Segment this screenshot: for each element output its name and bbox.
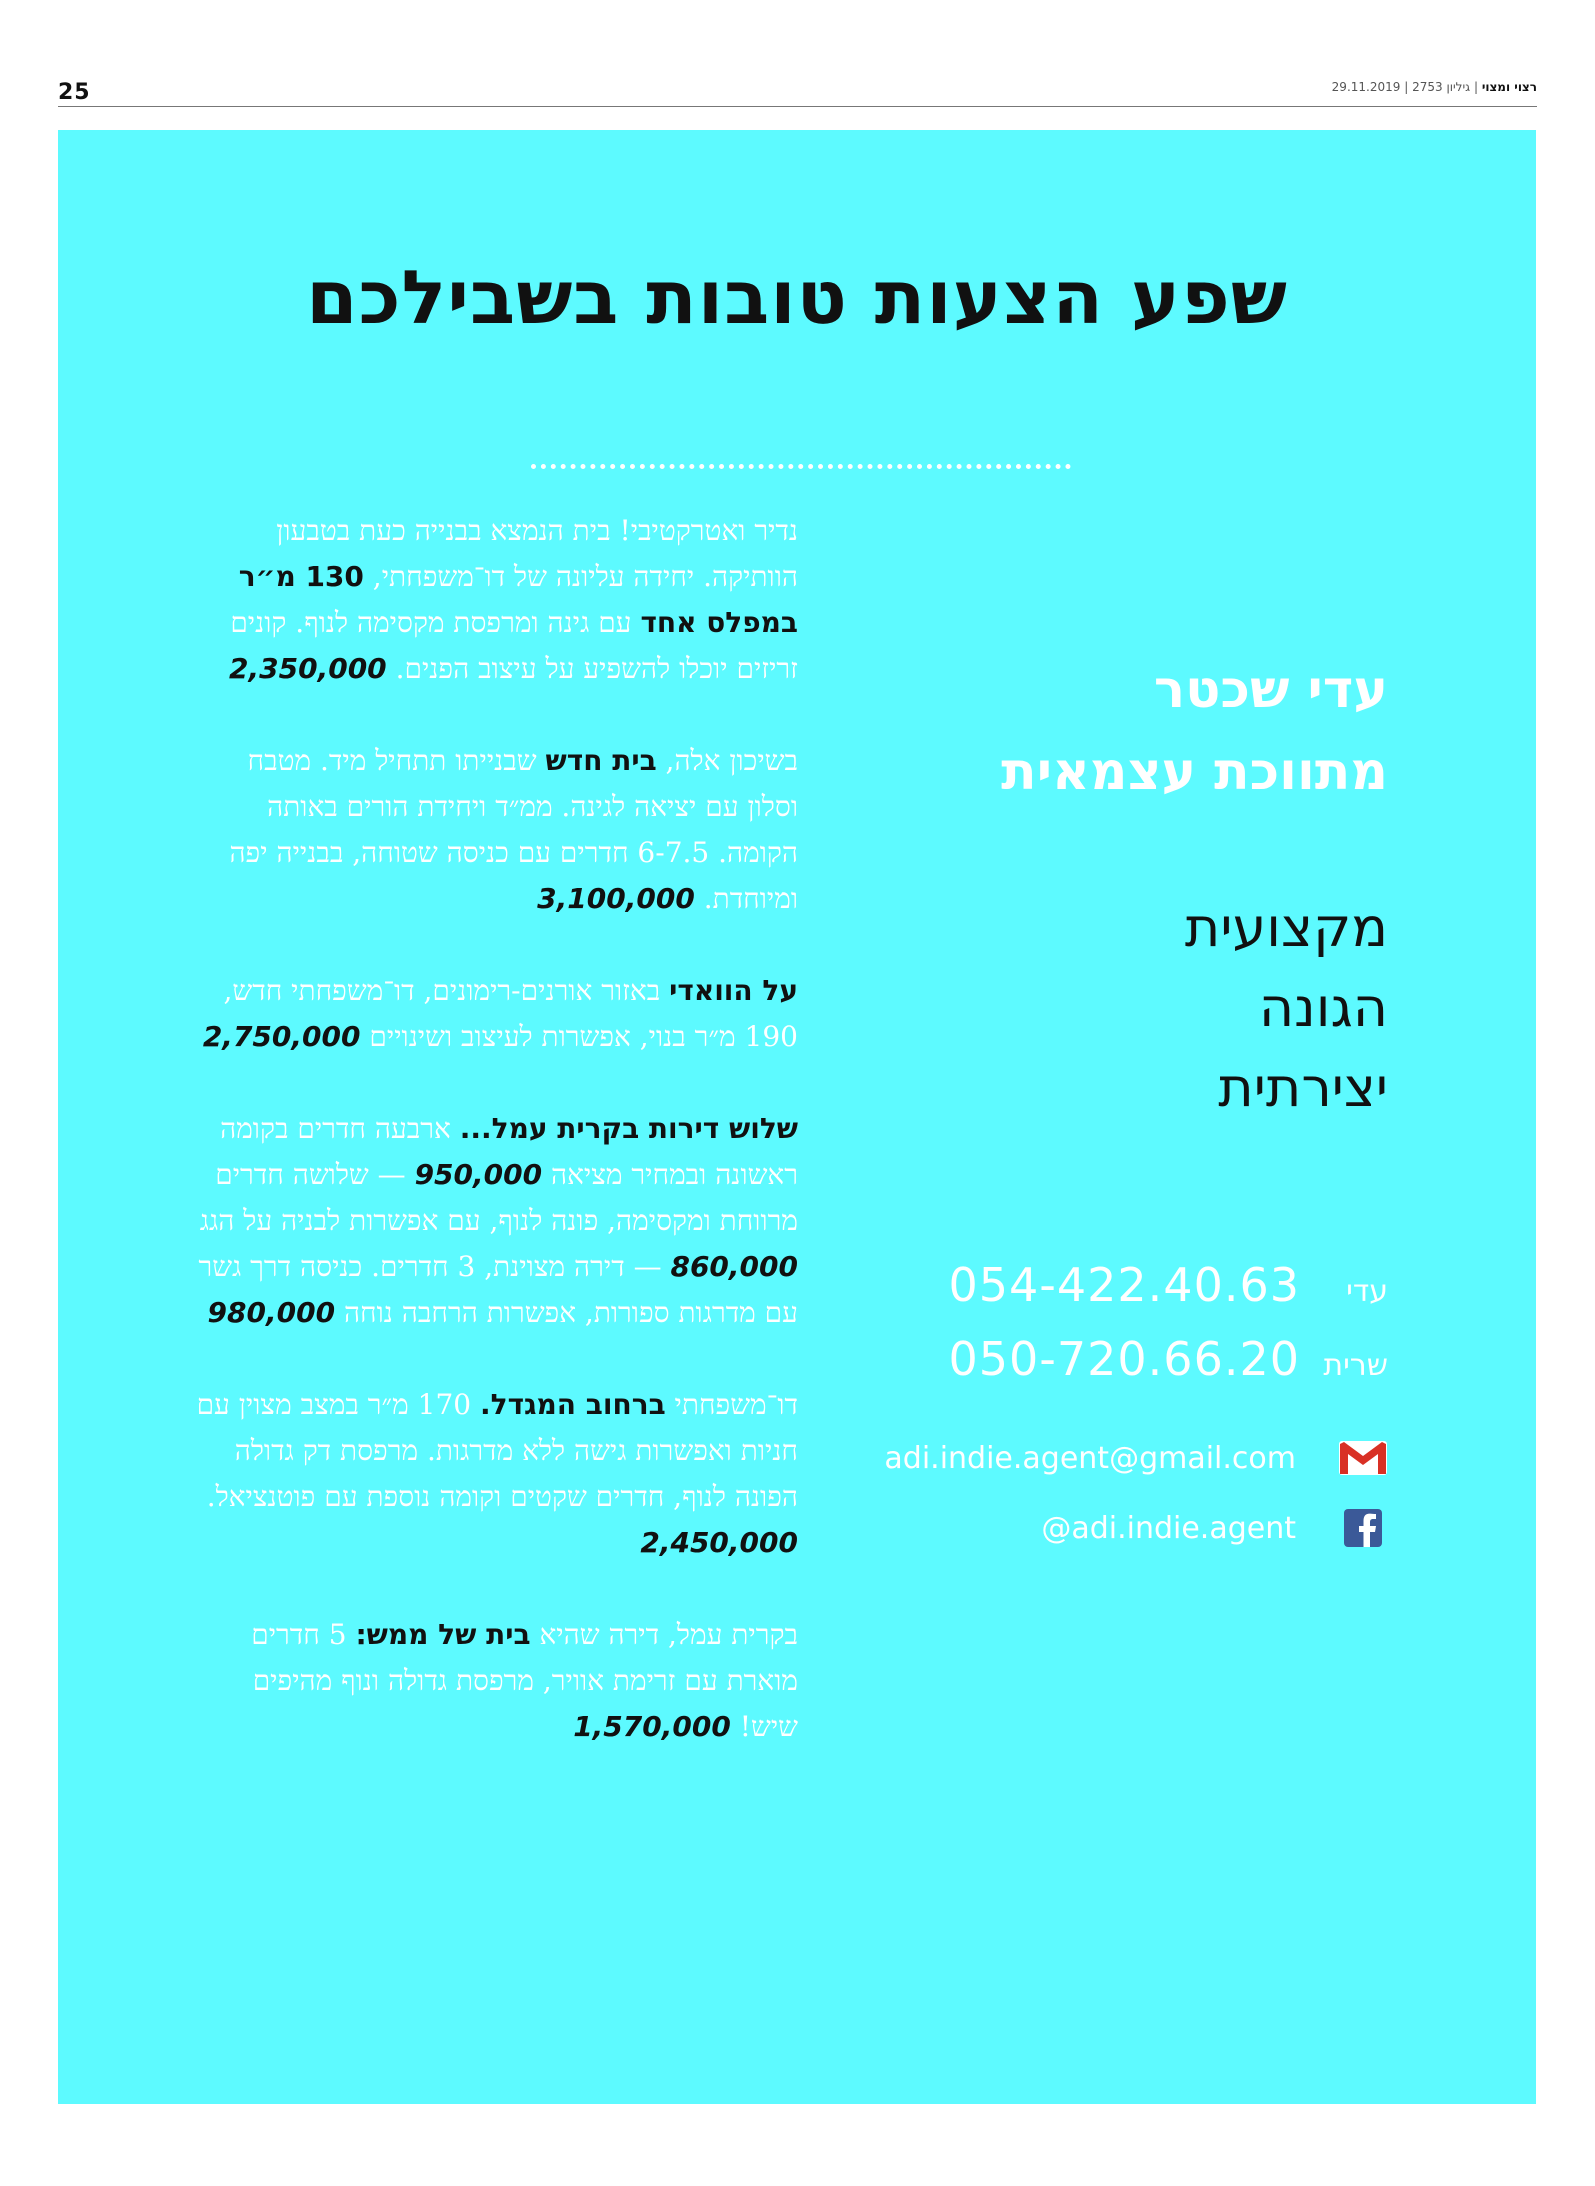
listing-text: בקרית עמל, דירה שהיא — [530, 1618, 798, 1651]
listing-highlight: 130 מ״ר במפלס אחד — [238, 560, 798, 639]
listing-price: 950,000 — [414, 1158, 543, 1191]
listing-text: — שלושה חדרים מרווחת ומקסימה, פונה לנוף, עם אפשרות לבניה על הגג — [199, 1158, 798, 1237]
listing-item — [194, 1382, 798, 1566]
header-separator: | — [1470, 80, 1478, 94]
contact-name: עדי — [1346, 1274, 1388, 1309]
listing-item — [194, 508, 798, 692]
header-divider — [58, 106, 1537, 107]
listings-column — [194, 508, 798, 1796]
listing-text: באזור אורנים-רימונים, דו־משפחתי חדש, 190 מ״ר בנוי, אפשרות לעיצוב ושינויים — [223, 974, 798, 1053]
trait-item: הגונה — [1258, 976, 1388, 1039]
ad-panel — [58, 130, 1536, 2104]
listing-text: בשיכון אלה, — [656, 744, 798, 777]
listing-highlight: שלוש דירות בקרית עמל... — [459, 1112, 798, 1145]
email-row — [884, 1438, 1388, 1478]
listing-highlight: בית של ממש: — [355, 1618, 531, 1651]
listing-price: 980,000 — [207, 1296, 336, 1329]
listing-text: — דירה מצוינת, 3 חדרים. כניסה דרך גשר עם מדרגות ספורות, אפשרות הרחבה נוחה — [198, 1250, 798, 1329]
listing-item — [194, 1612, 798, 1750]
phone-number[interactable]: 050-720.66.20 — [948, 1332, 1300, 1386]
agent-traits — [1185, 888, 1388, 1128]
listing-text: נדיר ואטרקטיבי! בית הנמצא בבנייה כעת בטבעון הוותיקה. יחידה עליונה של דו־משפחתי, — [276, 514, 798, 593]
listing-price: 860,000 — [670, 1250, 798, 1283]
listing-price: 2,350,000 — [229, 652, 387, 685]
page-number: 25 — [58, 80, 91, 105]
listing-text: שבנייתו תתחיל מיד. מטבח וסלון עם יציאה לגינה. ממ״ד ויחידת הורים באותה הקומה. 6-7.5 חדרים עם כניסה שטוחה, בבנייה יפה ומיוחדת. — [229, 744, 798, 915]
header-separator: | — [1400, 80, 1409, 94]
listing-highlight: בית חדש — [545, 744, 657, 777]
listing-text: 5 חדרים מוארת עם זרימת אוויר, מרפסת גדולה ונוף מהיפים שיש! — [251, 1618, 798, 1743]
facebook-row — [1041, 1508, 1388, 1548]
agent-name: עדי שכטר — [1153, 660, 1388, 720]
facebook-handle[interactable]: @adi.indie.agent — [1041, 1510, 1296, 1546]
ad-headline: שפע הצעות טובות בשבילכם — [306, 255, 1288, 341]
listing-text: עם גינה ומרפסת מקסימה לנוף. קונים זריזים יוכלו להשפיע על עיצוב הפנים. — [230, 606, 798, 685]
issue-date: 29.11.2019 — [1331, 80, 1401, 94]
trait-item: מקצועית — [1184, 896, 1388, 959]
agent-role: מתווכת עצמאית — [1001, 742, 1388, 802]
gmail-icon — [1338, 1438, 1388, 1478]
listing-text: 170 מ״ר במצב מצוין עם חניות ואפשרות גישה ללא מדרגות. מרפסת דק גדולה הפונה לנוף, חדרים שקטים וקומה נוספת עם פוטנציאל. — [196, 1388, 798, 1513]
listing-price: 3,100,000 — [537, 882, 695, 915]
dotted-divider — [531, 464, 1071, 469]
trait-item: יצירתית — [1218, 1056, 1388, 1119]
listing-highlight: על הוואדי — [669, 974, 798, 1007]
listing-text: דו־משפחתי — [665, 1388, 798, 1421]
listing-item — [194, 1106, 798, 1336]
phone-row-sarit — [948, 1332, 1388, 1386]
listing-price: 1,570,000 — [573, 1710, 731, 1743]
facebook-icon — [1338, 1508, 1388, 1548]
listing-item — [194, 968, 798, 1060]
phone-row-adi — [948, 1258, 1388, 1312]
phone-number[interactable]: 054-422.40.63 — [948, 1258, 1300, 1312]
publication-name: רצוי ומצוי — [1481, 80, 1537, 94]
contact-name: שרית — [1323, 1348, 1388, 1383]
listing-price: 2,750,000 — [202, 1020, 361, 1053]
issue-number: גיליון 2753 — [1412, 80, 1471, 94]
listing-item — [194, 738, 798, 922]
listing-text: ארבעה חדרים בקומה ראשונה ובמחיר מציאה — [220, 1112, 798, 1191]
publication-header — [1332, 80, 1537, 94]
email-address[interactable]: adi.indie.agent@gmail.com — [884, 1440, 1296, 1476]
listing-price: 2,450,000 — [640, 1526, 798, 1559]
listing-highlight: ברחוב המגדל. — [480, 1388, 666, 1421]
